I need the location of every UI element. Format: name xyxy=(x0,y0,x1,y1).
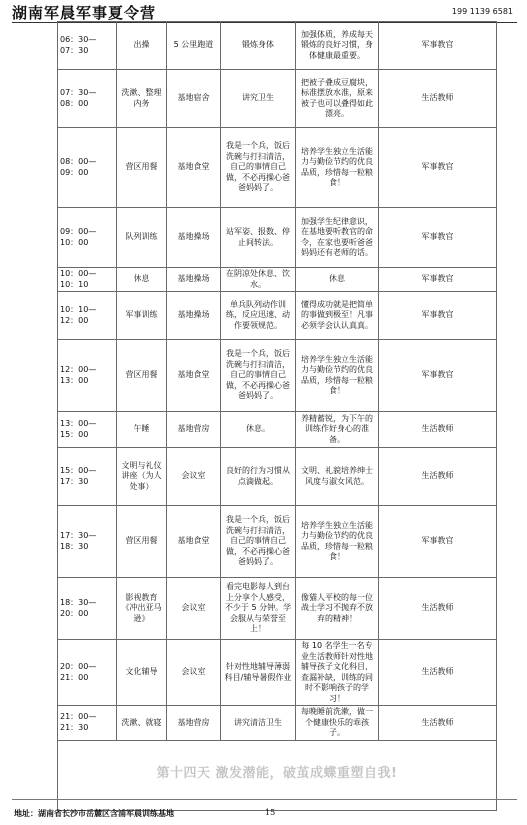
time-cell: 06：30—07：30 xyxy=(58,22,117,70)
goal-cell: 懂得成功就是把简单的事做到极至！凡事必须学会认认真真。 xyxy=(296,292,379,340)
activity-cell: 文明与礼仪讲座（为人处事） xyxy=(117,448,167,506)
table-row xyxy=(58,412,497,448)
place-cell: 基地食堂 xyxy=(167,128,221,208)
time-cell: 21：00—21：30 xyxy=(58,706,117,741)
activity-cell: 营区用餐 xyxy=(117,340,167,412)
place-cell: 基地操场 xyxy=(167,292,221,340)
time-cell: 10：00—10：10 xyxy=(58,268,117,292)
time-cell: 15：00—17：30 xyxy=(58,448,117,506)
teacher-cell: 军事教官 xyxy=(379,506,497,578)
activity-cell: 队列训练 xyxy=(117,208,167,268)
teacher-cell: 军事教官 xyxy=(379,292,497,340)
content-cell: 站军姿、报数、停止间转法。 xyxy=(221,208,296,268)
content-cell: 我是一个兵，饭后洗碗与打扫清洁， 自己的事情自己做，不必再操心爸爸妈妈了。 xyxy=(221,506,296,578)
place-cell: 基地营房 xyxy=(167,412,221,448)
place-cell: 会议室 xyxy=(167,578,221,640)
table-row xyxy=(58,128,497,208)
activity-cell: 洗漱、整理内务 xyxy=(117,70,167,128)
goal-cell: 每 10 名学生一名专业生活教师针对性地辅导孩子文化科目，查漏补缺，训练的同时不影响孩子的学习！ xyxy=(296,640,379,706)
content-cell: 我是一个兵，饭后洗碗与打扫清洁， 自己的事情自己做，不必再操心爸爸妈妈了。 xyxy=(221,340,296,412)
table-row xyxy=(58,22,497,70)
place-cell: 基地操场 xyxy=(167,208,221,268)
place-cell: 基地营房 xyxy=(167,706,221,741)
place-cell: 基地宿舍 xyxy=(167,70,221,128)
table-row xyxy=(58,578,497,640)
teacher-cell: 生活教师 xyxy=(379,706,497,741)
time-cell: 12：00—13：00 xyxy=(58,340,117,412)
teacher-cell: 军事教官 xyxy=(379,268,497,292)
time-cell: 20：00—21：00 xyxy=(58,640,117,706)
goal-cell: 养精蓄锐，为下午的训练作好身心的准备。 xyxy=(296,412,379,448)
goal-cell: 把被子叠成豆腐块，标准摆放水准，原来被子也可以叠得如此漂亮。 xyxy=(296,70,379,128)
goal-cell: 像猫人平校的每一位战士学习不抛弃不放弃的精神！ xyxy=(296,578,379,640)
table-row xyxy=(58,208,497,268)
time-cell: 10：10—12：00 xyxy=(58,292,117,340)
content-cell: 针对性地辅导薄弱科目/辅导暑假作业 xyxy=(221,640,296,706)
place-cell: 会议室 xyxy=(167,640,221,706)
place-cell: 5 公里跑道 xyxy=(167,22,221,70)
teacher-cell: 军事教官 xyxy=(379,208,497,268)
content-cell: 锻炼身体 xyxy=(221,22,296,70)
goal-cell: 培养学生独立生活能力与勤俭节约的优良品质，珍惜每一粒粮食！ xyxy=(296,340,379,412)
goal-cell: 休息 xyxy=(296,268,379,292)
goal-cell: 每晚睡前洗漱，做一个健康快乐的乖孩子。 xyxy=(296,706,379,741)
activity-cell: 营区用餐 xyxy=(117,506,167,578)
place-cell: 基地食堂 xyxy=(167,506,221,578)
goal-cell: 加强体质，养成每天锻炼的良好习惯，身体健康最重要。 xyxy=(296,22,379,70)
teacher-cell: 军事教官 xyxy=(379,22,497,70)
content-cell: 良好的行为习惯从点滴做起。 xyxy=(221,448,296,506)
teacher-cell: 生活教师 xyxy=(379,640,497,706)
table-row xyxy=(58,706,497,741)
table-row xyxy=(58,70,497,128)
goal-cell: 培养学生独立生活能力与勤俭节约的优良品质，珍惜每一粒粮食！ xyxy=(296,128,379,208)
activity-cell: 洗漱、就寝 xyxy=(117,706,167,741)
content-cell: 单兵队列动作训练，反应迅速、动作要领规范。 xyxy=(221,292,296,340)
footer-address: 地址：湖南省长沙市岳麓区含浦军晨训练基地 xyxy=(14,809,174,818)
teacher-cell: 生活教师 xyxy=(379,448,497,506)
place-cell: 基地操场 xyxy=(167,268,221,292)
teacher-cell: 生活教师 xyxy=(379,578,497,640)
table-row xyxy=(58,292,497,340)
activity-cell: 营区用餐 xyxy=(117,128,167,208)
table-row xyxy=(58,268,497,292)
time-cell: 09：00— 10：00 xyxy=(58,208,117,268)
activity-cell: 影视教育《冲出亚马逊》 xyxy=(117,578,167,640)
time-cell: 08：00—09：00 xyxy=(58,128,117,208)
goal-cell: 培养学生独立生活能力与勤俭节约的优良品质，珍惜每一粒粮食！ xyxy=(296,506,379,578)
footer-divider xyxy=(12,799,517,800)
activity-cell: 文化辅导 xyxy=(117,640,167,706)
brand-title: 湖南军晨军事夏令营 xyxy=(12,4,157,22)
day-banner: 第十四天 激发潜能，破茧成蝶重塑自我! xyxy=(156,766,398,782)
place-cell: 基地食堂 xyxy=(167,340,221,412)
table-row xyxy=(58,340,497,412)
table-row xyxy=(58,640,497,706)
time-cell: 07：30—08：00 xyxy=(58,70,117,128)
activity-cell: 出操 xyxy=(117,22,167,70)
time-cell: 17：30—18：30 xyxy=(58,506,117,578)
page-number: 15 xyxy=(265,808,276,817)
content-cell: 在阴凉处休息、饮水。 xyxy=(221,268,296,292)
phone-number: 199 1139 6581 xyxy=(451,7,513,16)
place-cell: 会议室 xyxy=(167,448,221,506)
teacher-cell: 生活教师 xyxy=(379,70,497,128)
schedule-table xyxy=(57,21,497,811)
table-row xyxy=(58,448,497,506)
activity-cell: 休息 xyxy=(117,268,167,292)
teacher-cell: 军事教官 xyxy=(379,340,497,412)
goal-cell: 加强学生纪律意识，在基地要听教官的命令，在家也要听爸爸妈妈还有老师的话。 xyxy=(296,208,379,268)
content-cell: 讲究卫生 xyxy=(221,70,296,128)
goal-cell: 文明、礼貌培养绅士风度与淑女风范。 xyxy=(296,448,379,506)
content-cell: 看完电影每人到台上分享个人感受，不少于 5 分钟。学会服从与荣誉至上！ xyxy=(221,578,296,640)
activity-cell: 午睡 xyxy=(117,412,167,448)
teacher-cell: 军事教官 xyxy=(379,128,497,208)
teacher-cell: 生活教师 xyxy=(379,412,497,448)
page-header xyxy=(12,2,517,22)
time-cell: 18：30—20：00 xyxy=(58,578,117,640)
table-row xyxy=(58,506,497,578)
content-cell: 我是一个兵，饭后洗碗与打扫清洁， 自己的事情自己做，不必再操心爸爸妈妈了。 xyxy=(221,128,296,208)
content-cell: 休息。 xyxy=(221,412,296,448)
time-cell: 13：00—15：00 xyxy=(58,412,117,448)
content-cell: 讲究清洁卫生 xyxy=(221,706,296,741)
activity-cell: 军事训练 xyxy=(117,292,167,340)
